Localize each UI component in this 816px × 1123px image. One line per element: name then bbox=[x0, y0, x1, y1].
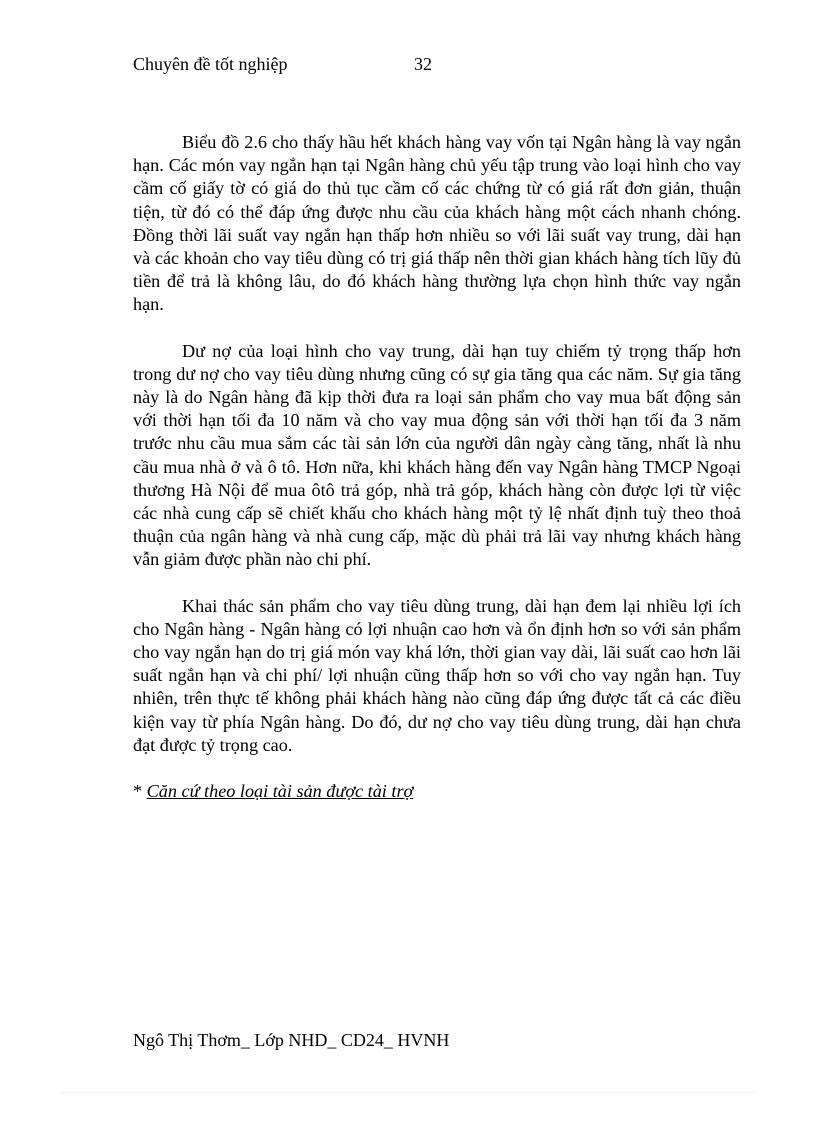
body-text bbox=[133, 131, 741, 803]
page-bottom-divider bbox=[60, 1092, 756, 1093]
paragraph-3: Khai thác sản phẩm cho vay tiêu dùng trung, dài hạn đem lại nhiều lợi ích cho Ngân hàng - Ngân hàng có lợi nhuận cao hơn và ổn định hơn so với sản phẩm cho vay ngắn hạn do trị giá món vay khá lớn, thời gian vay dài, lãi suất cao hơn lãi suất ngắn hạn và chi phí/ lợi nhuận cũng thấp hơn so với cho vay ngắn hạn. Tuy nhiên, trên thực tế không phải khách hàng nào cũng đáp ứng được tất cả các điều kiện vay từ phía Ngân hàng. Do đó, dư nợ cho vay tiêu dùng trung, dài hạn chưa đạt được tỷ trọng cao. bbox=[133, 595, 741, 755]
header-title: Chuyên đề tốt nghiệp bbox=[133, 54, 288, 74]
section-heading-text: Căn cứ theo loại tài sản được tài trợ bbox=[146, 781, 414, 802]
section-heading-bullet: * bbox=[133, 781, 143, 802]
section-heading bbox=[133, 780, 741, 803]
page-footer: Ngô Thị Thơm_ Lớp NHD_ CD24_ HVNH bbox=[133, 1030, 450, 1050]
paragraph-2: Dư nợ của loại hình cho vay trung, dài hạn tuy chiếm tỷ trọng thấp hơn trong dư nợ cho vay tiêu dùng nhưng cũng có sự gia tăng qua các năm. Sự gia tăng này là do Ngân hàng đã kịp thời đưa ra loại sản phẩm cho vay mua bất động sản với thời hạn tối đa 10 năm và cho vay mua động sản với thời hạn tối đa 3 năm trước nhu cầu mua sắm các tài sản lớn của người dân ngày càng tăng, nhất là nhu cầu mua nhà ở và ô tô. Hơn nữa, khi khách hàng đến vay Ngân hàng TMCP Ngoại thương Hà Nội để mua ôtô trả góp, nhà trả góp, khách hàng còn được lợi từ việc các nhà cung cấp sẽ chiết khấu cho khách hàng một tỷ lệ nhất định tuỳ theo thoả thuận của ngân hàng và nhà cung cấp, mặc dù phải trả lãi vay nhưng khách hàng vẫn giảm được phần nào chi phí. bbox=[133, 340, 741, 570]
page-number: 32 bbox=[414, 54, 432, 74]
page-header bbox=[133, 52, 513, 76]
paragraph-1: Biểu đồ 2.6 cho thấy hầu hết khách hàng vay vốn tại Ngân hàng là vay ngắn hạn. Các món vay ngắn hạn tại Ngân hàng chủ yếu tập trung vào loại hình cho vay cầm cố giấy tờ có giá do thủ tục cầm cố các chứng từ có giá rất đơn giản, thuận tiện, từ đó có thể đáp ứng được nhu cầu của khách hàng một cách nhanh chóng. Đồng thời lãi suất vay ngắn hạn thấp hơn nhiều so với lãi suất vay trung, dài hạn và các khoản cho vay tiêu dùng có trị giá thấp nên thời gian khách hàng tích lũy đủ tiền để trả là không lâu, do đó khách hàng thường lựa chọn hình thức vay ngắn hạn. bbox=[133, 132, 741, 315]
